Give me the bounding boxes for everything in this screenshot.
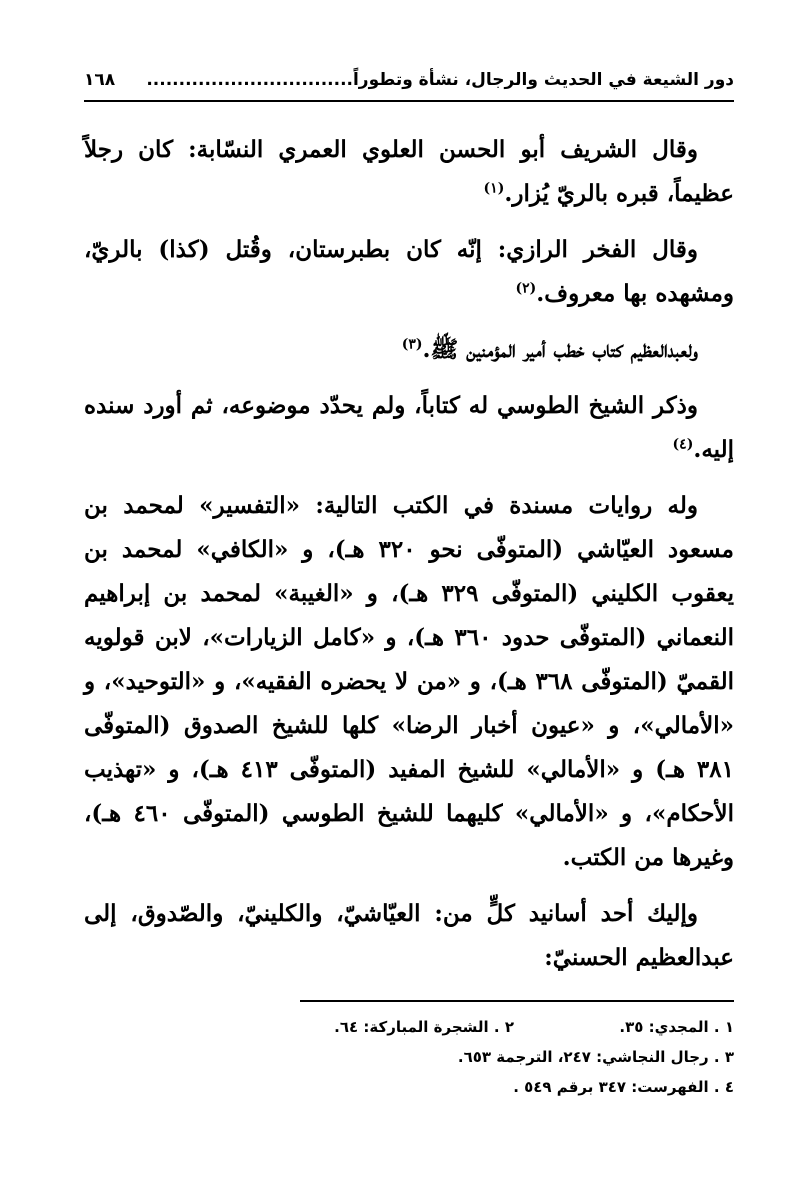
footnote-reference: (٢) <box>515 280 537 297</box>
footnote-3: ٣ . رجال النجاشي: ٢٤٧، الترجمة ٦٥٣. <box>457 1048 734 1066</box>
footnote-4: ٤ . الفهرست: ٣٤٧ برقم ٥٤٩ . <box>513 1078 734 1096</box>
footnote-1: ١ . المجدي: ٣٥. <box>619 1018 734 1036</box>
page-header <box>84 66 734 100</box>
paragraph: وإليك أحد أسانيد كلٍّ من: العيّاشيّ، والكلينيّ، والصّدوق، إلى عبدالعظيم الحسنيّ: <box>84 900 734 971</box>
footnote-row <box>84 1072 734 1102</box>
footnote-reference: (١) <box>483 180 505 197</box>
paragraph: وقال الفخر الرازي: إنّه كان بطبرستان، وقُتل (كذا) بالريّ، ومشهده بها معروف.$^{(٢)}$ <box>84 236 734 307</box>
body-text <box>84 128 734 992</box>
footnote-reference: (٣) <box>401 336 423 353</box>
footnote-row <box>84 1012 734 1042</box>
header-rule <box>84 100 734 102</box>
paragraph: وله روايات مسندة في الكتب التالية: «التفسير» لمحمد بن مسعود العيّاشي (المتوفّى نحو ٣٢٠ هـ)، و «الكافي» لمحمد بن يعقوب الكليني (المتوفّى ٣٢٩ هـ)، و «الغيبة» لمحمد بن إبراهيم النعماني (المتوفّى حدود ٣٦٠ هـ)، و «كامل الزيارات»، لابن قولويه القميّ (المتوفّى ٣٦٨ هـ)، و «من لا يحضره الفقيه»، و «التوحيد»، و «الأمالي»، و «عيون أخبار الرضا» كلها للشيخ الصدوق (المتوفّى ٣٨١ هـ) و «الأمالي» للشيخ المفيد (المتوفّى ٤١٣ هـ)، و «تهذيب الأحكام»، و «الأمالي» كليهما للشيخ الطوسي (المتوفّى ٤٦٠ هـ)، وغيرها من الكتب. <box>84 492 734 871</box>
paragraph: ولعبدالعظيم كتاب خطب أمير المؤمنين ﷺ.$^{(٣)}$ <box>401 336 698 363</box>
footnote-rule <box>300 1000 734 1002</box>
running-title: دور الشيعة في الحديث والرجال، نشأة وتطوراً................................ <box>146 70 734 90</box>
page-number: ١٦٨ <box>84 70 116 90</box>
paragraph: وقال الشريف أبو الحسن العلوي العمري النسّابة: كان رجلاً عظيماً، قبره بالريّ يُزار.$^{(١)}$ <box>84 136 734 207</box>
footnote-2: ٢ . الشجرة المباركة: ٦٤. <box>334 1018 514 1036</box>
footnote-row <box>84 1042 734 1072</box>
footnote-reference: (٤) <box>672 436 694 453</box>
paragraph: وذكر الشيخ الطوسي له كتاباً، ولم يحدّد موضوعه، ثم أورد سنده إليه.$^{(٤)}$ <box>84 392 734 463</box>
footnotes <box>84 1012 734 1102</box>
